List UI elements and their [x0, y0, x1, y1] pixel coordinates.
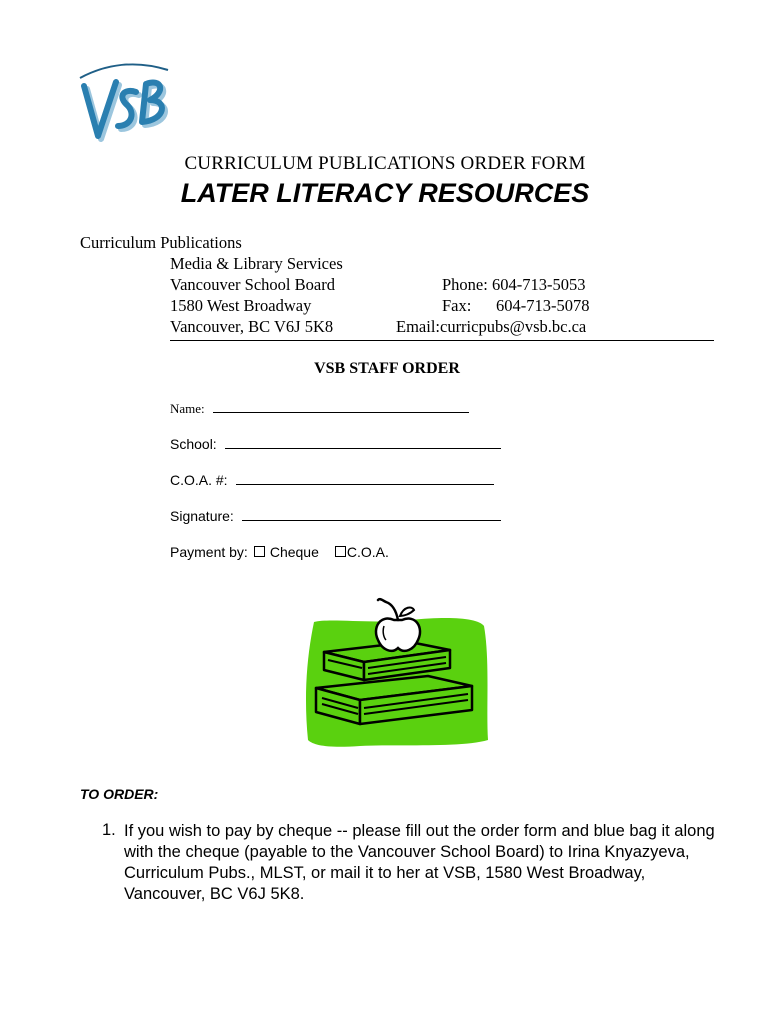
- street-address: 1580 West Broadway: [170, 296, 312, 315]
- staff-order-heading: VSB STAFF ORDER: [314, 360, 460, 377]
- name-field[interactable]: [170, 400, 469, 417]
- divider-rule: [170, 340, 714, 341]
- signature-field[interactable]: [170, 508, 501, 524]
- org-name: Curriculum Publications: [80, 233, 242, 252]
- city-address: Vancouver, BC V6J 5K8: [170, 317, 334, 336]
- signature-label: Signature:: [170, 508, 234, 524]
- school-input-line[interactable]: [225, 436, 501, 449]
- phone-number: Phone: 604-713-5053: [442, 275, 586, 294]
- dept-name: Media & Library Services: [170, 254, 343, 273]
- school-field[interactable]: [170, 436, 501, 452]
- coa-field[interactable]: [170, 472, 494, 488]
- signature-input-line[interactable]: [242, 508, 501, 521]
- payment-label: Payment by:: [170, 544, 248, 560]
- fax-label: Fax:: [442, 296, 472, 315]
- cheque-checkbox[interactable]: [254, 546, 265, 557]
- name-label: Name:: [170, 401, 205, 416]
- coa-option-label: C.O.A.: [346, 544, 389, 560]
- email-address: Email:curricpubs@vsb.bc.ca: [396, 317, 587, 336]
- school-label: School:: [170, 436, 217, 452]
- cheque-option-label: Cheque: [269, 544, 319, 560]
- coa-checkbox[interactable]: [335, 546, 346, 557]
- payment-row: [170, 544, 389, 560]
- vsb-logo-icon: [76, 56, 176, 148]
- coa-input-line[interactable]: [236, 472, 494, 485]
- instruction-text: If you wish to pay by cheque -- please fill out the order form and blue bag it along with the cheque (payable to the Vancouver School Board) to Irina Knyazyeva, Curriculum Pubs., MLST, or mail it to her at VSB, 1580 West Broadway, Vancouver, BC V6J 5K8.: [124, 822, 715, 903]
- to-order-heading: TO ORDER:: [80, 786, 159, 802]
- coa-label: C.O.A. #:: [170, 472, 228, 488]
- name-input-line[interactable]: [213, 400, 469, 413]
- instruction-number: 1.: [102, 821, 116, 839]
- board-name: Vancouver School Board: [170, 275, 335, 294]
- form-heading: CURRICULUM PUBLICATIONS ORDER FORM: [184, 153, 586, 174]
- fax-number: 604-713-5078: [496, 296, 590, 315]
- books-with-apple-icon: [300, 590, 490, 752]
- document-title: LATER LITERACY RESOURCES: [180, 178, 590, 208]
